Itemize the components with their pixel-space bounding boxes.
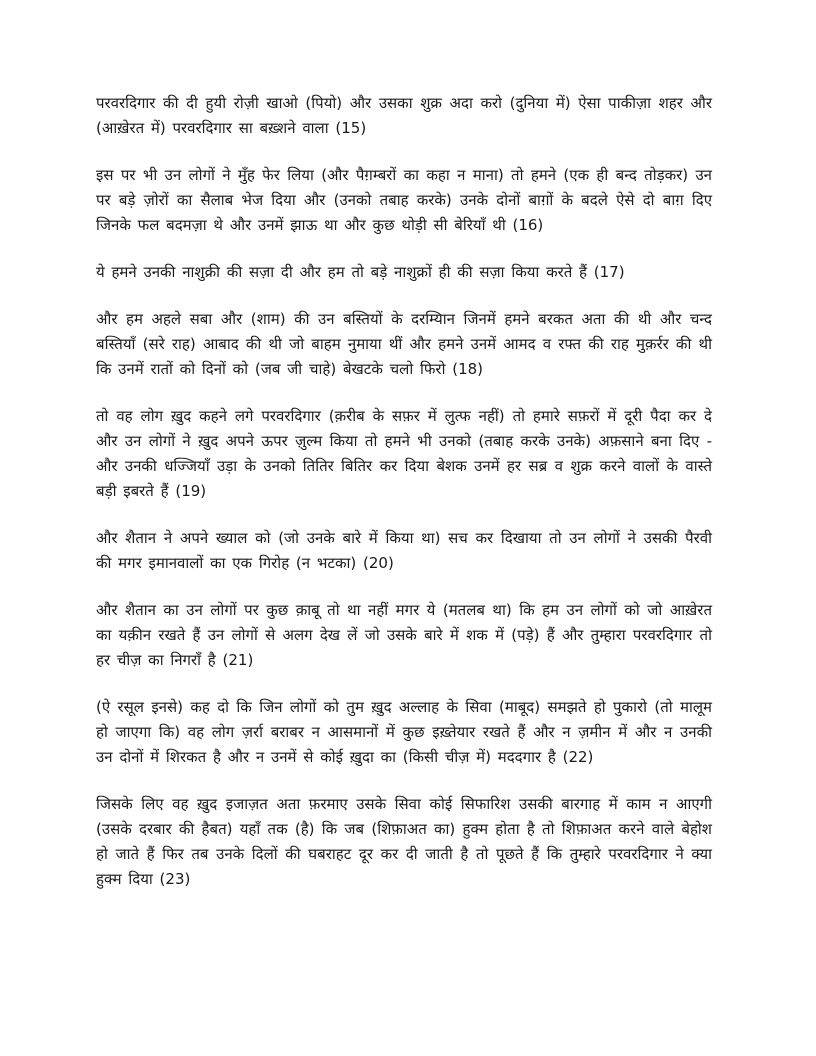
paragraph-verse-23: जिसके लिए वह ख़ुद इजाज़त अता फ़रमाए उसके सिवा कोई सिफारिश उसकी बारगाह में काम न आएगी (उसके दरबार की हैबत) यहाँ तक (है) कि जब (शिफ़ाअत का) हुक्म होता है तो शिफ़ाअत करने वाले बेहोश हो जाते हैं फिर तब उनके दिलों की घबराहट दूर कर दी जाती है तो पूछते हैं कि तुम्हारे परवरदिगार ने क्या हुक्म दिया (23) xyxy=(96,795,712,888)
paragraph-verse-16: इस पर भी उन लोगों ने मुँह फेर लिया (और पैग़म्बरों का कहा न माना) तो हमने (एक ही बन्द तोड़कर) उन पर बड़े ज़ोरों का सैलाब भेज दिया और (उनको तबाह करके) उनके दोनों बाग़ों के बदले ऐसे दो बाग़ दिए जिनके फल बदमज़ा थे और उनमें झाऊ था और कुछ थोड़ी सी बेरियाँ थी (16) xyxy=(96,166,712,234)
paragraph-verse-18: और हम अहले सबा और (शाम) की उन बस्तियों के दरम्यिान जिनमें हमने बरकत अता की थी और चन्द बस्तियाँ (सरे राह) आबाद की थी जो बाहम नुमाया थीं और हमने उनमें आमद व रफ्त की राह मुक़र्रर की थी कि उनमें रातों को दिनों को (जब जी चाहे) बेखटके चलो फिरो (18) xyxy=(96,310,712,378)
document-body xyxy=(96,91,712,914)
paragraph-verse-20: और शैतान ने अपने ख्याल को (जो उनके बारे में किया था) सच कर दिखाया तो उन लोगों ने उसकी पैरवी की मगर इमानवालों का एक गिरोह (न भटका) (20) xyxy=(96,529,712,572)
paragraph-verse-17: ये हमने उनकी नाशुक्री की सज़ा दी और हम तो बड़े नाशुक्रों ही की सज़ा किया करते हैं (17) xyxy=(96,263,625,281)
paragraph-verse-19: तो वह लोग ख़ुद कहने लगे परवरदिगार (क़रीब के सफ़र में लुत्फ नहीं) तो हमारे सफ़रों में दूरी पैदा कर दे और उन लोगों ने ख़ुद अपने ऊपर ज़ुल्म किया तो हमने भी उनको (तबाह करके उनके) अफ़साने बना दिए - और उनकी धज्जियाँ उड़ा के उनको तितिर बितिर कर दिया बेशक उनमें हर सब्र व शुक्र करने वालों के वास्ते बड़ी इबरते हैं (19) xyxy=(96,407,712,500)
paragraph-verse-21: और शैतान का उन लोगों पर कुछ क़ाबू तो था नहीं मगर ये (मतलब था) कि हम उन लोगों को जो आख़ेरत का यक़ीन रखते हैं उन लोगों से अलग देख लें जो उसके बारे में शक में (पड़े) हैं और तुम्हारा परवरदिगार तो हर चीज़ का निगराँ है (21) xyxy=(96,601,712,669)
paragraph-verse-15: परवरदिगार की दी हुयी रोज़ी खाओ (पियो) और उसका शुक्र अदा करो (दुनिया में) ऐसा पाकीज़ा शहर और (आख़ेरत में) परवरदिगार सा बख़्शने वाला (15) xyxy=(96,94,712,137)
paragraph-verse-22: (ऐ रसूल इनसे) कह दो कि जिन लोगों को तुम ख़ुद अल्लाह के सिवा (माबूद) समझते हो पुकारो (तो मालूम हो जाएगा कि) वह लोग ज़र्रा बराबर न आसमानों में कुछ इख़्तेयार रखते हैं और न ज़मीन में और न उनकी उन दोनों में शिरकत है और न उनमें से कोई ख़ुदा का (किसी चीज़ में) मददगार है (22) xyxy=(96,698,712,766)
